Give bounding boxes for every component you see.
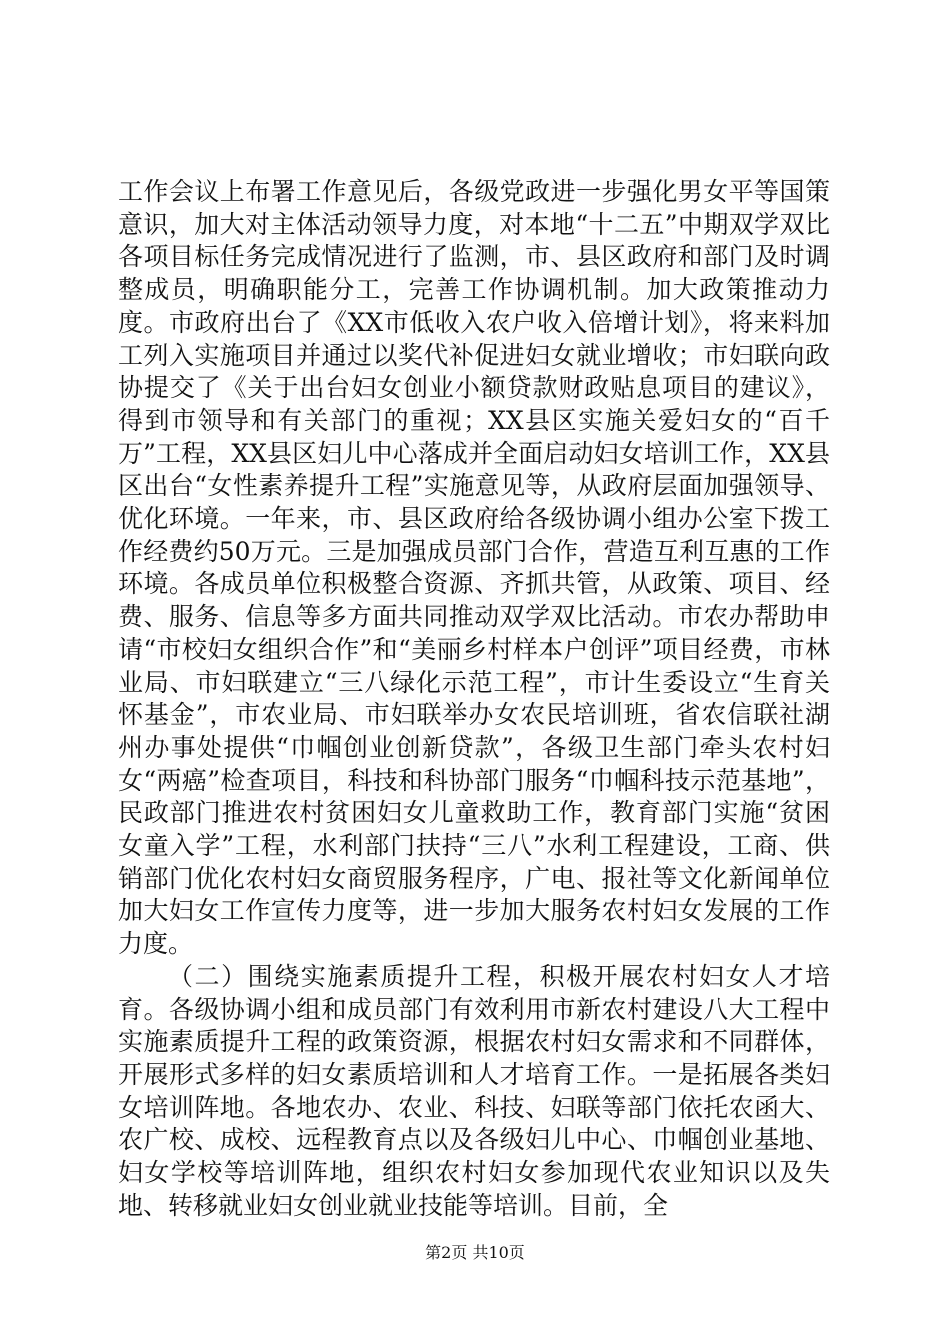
document-body — [118, 176, 830, 1223]
page-footer — [0, 1243, 950, 1263]
paragraph-2: （二）围绕实施素质提升工程，积极开展农村妇女人才培育。各级协调小组和成员部门有效利用市新农村建设八大工程中实施素质提升工程的政策资源，根据农村妇女需求和不同群体，开展形式多样的妇女素质培训和人才培育工作。一是拓展各类妇女培训阵地。各地农办、农业、科技、妇联等部门依托农函大、农广校、成校、远程教育点以及各级妇儿中心、巾帼创业基地、妇女学校等培训阵地，组织农村妇女参加现代农业知识以及失地、转移就业妇女创业就业技能等培训。目前，全 — [118, 961, 830, 1220]
paragraph-1: 工作会议上布署工作意见后，各级党政进一步强化男女平等国策意识，加大对主体活动领导力度，对本地“十二五”中期双学双比各项目标任务完成情况进行了监测，市、县区政府和部门及时调整成员，明确职能分工，完善工作协调机制。加大政策推动力度。市政府出台了《XX市低收入农户收入倍增计划》，将来料加工列入实施项目并通过以奖代补促进妇女就业增收；市妇联向政协提交了《关于出台妇女创业小额贷款财政贴息项目的建议》，得到市领导和有关部门的重视；XX县区实施关爱妇女的“百千万”工程，XX县区妇儿中心落成并全面启动妇女培训工作，XX县区出台“女性素养提升工程”实施意见等，从政府层面加强领导、优化环境。一年来，市、县区政府给各级协调小组办公室下拨工作经费约50万元。三是加强成员部门合作，营造互利互惠的工作环境。各成员单位积极整合资源、齐抓共管，从政策、项目、经费、服务、信息等多方面共同推动双学双比活动。市农办帮助申请“市校妇女组织合作”和“美丽乡村样本户创评”项目经费，市林业局、市妇联建立“三八绿化示范工程”，市计生委设立“生育关怀基金”，市农业局、市妇联举办女农民培训班，省农信联社湖州办事处提供“巾帼创业创新贷款”，各级卫生部门牵头农村妇女“两癌”检查项目，科技和科协部门服务“巾帼科技示范基地”，民政部门推进农村贫困妇女儿童救助工作，教育部门实施“贫困女童入学”工程，水利部门扶持“三八”水利工程建设，工商、供销部门优化农村妇女商贸服务程序，广电、报社等文化新闻单位加大妇女工作宣传力度等，进一步加大服务农村妇女发展的工作力度。 — [118, 177, 830, 959]
page-number: 第2页 共10页 — [425, 1243, 525, 1262]
